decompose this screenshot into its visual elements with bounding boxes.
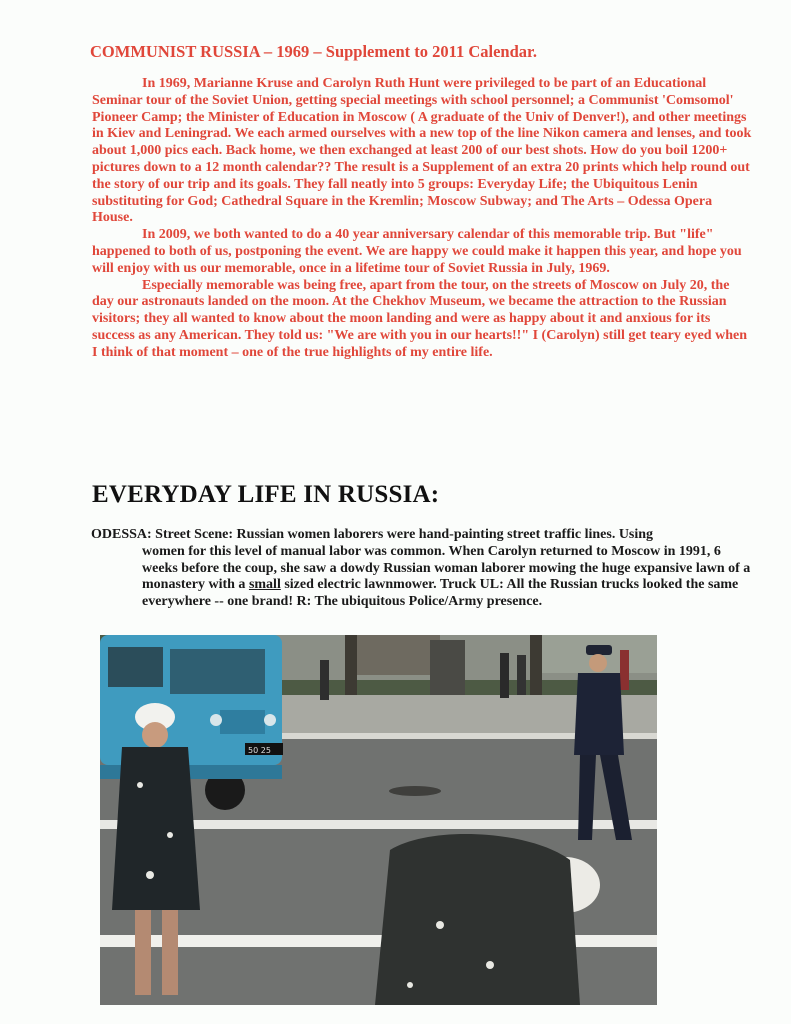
odessa-caption xyxy=(91,527,751,611)
intro-paragraph: In 1969, Marianne Kruse and Carolyn Ruth Hunt were privileged to be part of an Educational Seminar tour of the Soviet Union, getting special meetings with school personnel; a Communist 'Comsomol' Pioneer Camp; the Minister of Education in Moscow ( A graduate of the Univ of Denver!), and other meetings in Kiev and Leningrad. We each armed ourselves with a new top of the line Nikon camera and lenses, and took about 1,000 pics each. Back home, we then exchanged at least 200 of our best shots. How do you boil 1200+ pictures down to a 12 month calendar?? The result is a Supplement of an extra 20 prints which help round out the story of our trip and its goals. They fall neatly into 5 groups: Everyday Life; the Ubiquitous Lenin substituting for God; Cathedral Square in the Kremlin; Moscow Subway; and The Arts – Odessa Opera House. xyxy=(92,76,752,226)
intro-paragraph: Especially memorable was being free, apart from the tour, on the streets of Moscow on July 20, the day our astronauts landed on the moon. At the Chekhov Museum, we became the attraction to the Russian visitors; they all wanted to know about the moon landing and were as happy about it and anxious for its success as any American. They told us: "We are with you in our hearts!!" I (Carolyn) still get teary eyed when I think of that moment – one of the true highlights of my entire life. xyxy=(92,277,747,360)
section-heading: EVERYDAY LIFE IN RUSSIA: xyxy=(92,481,440,508)
street-scene-photo xyxy=(100,635,657,1005)
caption-body xyxy=(91,544,751,611)
intro-paragraph: In 2009, we both wanted to do a 40 year anniversary calendar of this memorable trip. But "life" happened to both of us, postponing the event. We are happy we could make it happen this year, and hope you will enjoy with us our memorable, once in a lifetime tour of Soviet Russia in July, 1969. xyxy=(92,227,742,276)
caption-lead: ODESSA: Street Scene: Russian women laborers were hand-painting street traffic lines. Using xyxy=(91,527,654,542)
photo-illustration xyxy=(100,635,657,1005)
caption-body-end: sized electric lawnmower. Truck UL: All the Russian trucks looked the same everywhere -- one brand! R: The ubiquitous Police/Army presence. xyxy=(142,577,739,610)
underlined-word: small xyxy=(248,577,281,593)
caption-body-start: women for this level of manual labor was common. When Carolyn returned to Moscow in 1991, 6 weeks before the coup, she saw a dowdy Russian woman laborer mowing the huge expansive lawn of a monastery with a xyxy=(142,543,751,593)
page-title: COMMUNIST RUSSIA – 1969 – Supplement to 2011 Calendar. xyxy=(90,42,537,61)
plate-text: 50 25 xyxy=(248,746,271,755)
intro-text xyxy=(92,76,752,362)
